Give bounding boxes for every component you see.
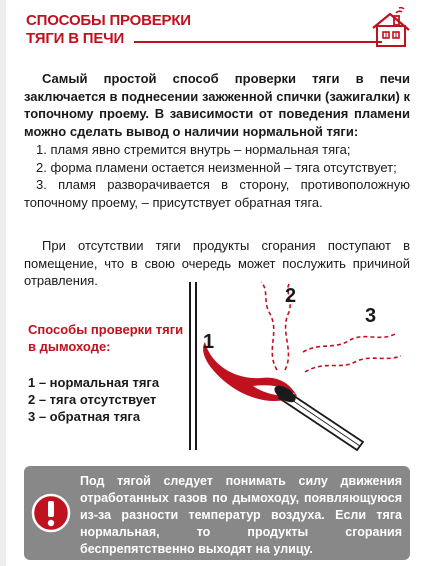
flame-behavior-list bbox=[24, 141, 410, 211]
house-icon bbox=[365, 6, 415, 48]
draft-type-item: 3 – обратная тяга bbox=[28, 409, 141, 424]
title-block bbox=[20, 10, 415, 50]
flame-2-outline bbox=[261, 282, 277, 370]
draft-type-item: 1 – нормальная тяга bbox=[28, 375, 160, 390]
draft-types-list bbox=[28, 374, 159, 425]
label-2: 2 bbox=[285, 285, 297, 307]
exclamation-icon bbox=[31, 493, 71, 533]
list-item bbox=[24, 176, 410, 211]
note-text: Под тягой следует понимать силу движения отработанных газов по дымоходу, появляющуюся из-за разности температур воздуха. Если тяга нормальная, то продукты сгорания беспрепятственно выходят на улицу. bbox=[80, 474, 402, 556]
label-3: 3 bbox=[365, 305, 377, 327]
match-flame-illustration bbox=[185, 270, 420, 460]
outro-paragraph: При отсутствии тяги продукты сгорания поступают в помещение, что в свою очередь может послужить причиной отравления. bbox=[24, 238, 410, 288]
list-item-text: пламя явно стремится внутрь – нормальная тяга; bbox=[50, 142, 351, 157]
list-item bbox=[24, 141, 410, 159]
left-sidebar-strip bbox=[0, 0, 6, 566]
list-item bbox=[24, 159, 410, 177]
chimney-heading: Способы проверки тяги в дымоходе: bbox=[28, 322, 184, 354]
flame-3-outline-lower bbox=[305, 356, 401, 372]
list-item-text: форма пламени остается неизменной – тяга отсутствует; bbox=[50, 159, 397, 175]
intro-paragraph: Самый простой способ проверки тяги в печи заключается в поднесении зажженной спички (зажигалки) к топочному проему. В зависимости от поведения пламени можно сделать вывод о наличии нормальной тяги: bbox=[24, 71, 410, 139]
list-item-text: пламя разворачивается в сторону, противоположную топочному проему, – присутствует обратная тяга. bbox=[24, 177, 410, 210]
title-underline bbox=[134, 41, 382, 43]
label-1: 1 bbox=[203, 331, 215, 353]
draft-type-item: 2 – тяга отсутствует bbox=[28, 392, 157, 407]
list-item-number: 3. bbox=[36, 177, 47, 192]
match-stick-edge bbox=[283, 394, 360, 446]
flame-3-outline bbox=[303, 334, 395, 352]
title-line-1: СПОСОБЫ ПРОВЕРКИ bbox=[26, 12, 191, 29]
title-line-2: ТЯГИ В ПЕЧИ bbox=[26, 30, 125, 47]
info-note-box bbox=[24, 466, 410, 560]
list-item-number: 1. bbox=[36, 142, 47, 157]
list-item-number: 2. bbox=[36, 159, 47, 175]
